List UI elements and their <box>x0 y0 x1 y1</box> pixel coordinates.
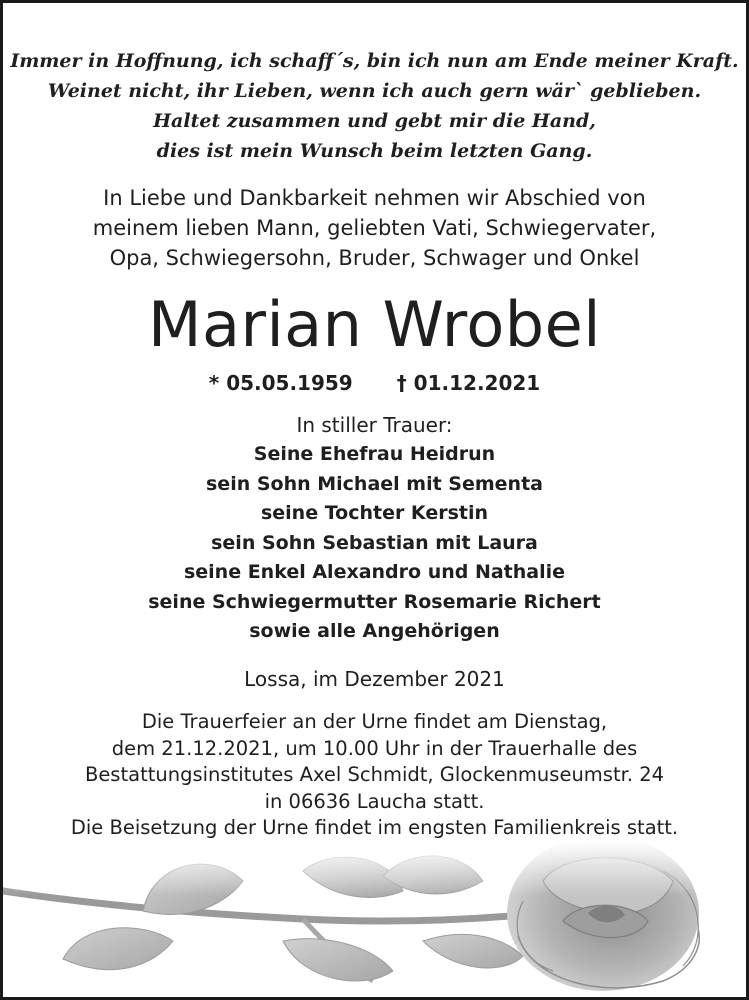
poem-line: dies ist mein Wunsch beim letzten Gang. <box>156 140 593 162</box>
funeral-line: Die Trauerfeier an der Urne findet am Dienstag, <box>141 710 608 733</box>
mourner-line: sein Sohn Sebastian mit Laura <box>211 531 538 554</box>
death-date: † 01.12.2021 <box>396 371 541 395</box>
intro-line: Opa, Schwiegersohn, Bruder, Schwager und Onkel <box>109 246 640 270</box>
funeral-line: in 06636 Laucha statt. <box>264 790 485 813</box>
place-date: Lossa, im Dezember 2021 <box>244 667 505 691</box>
mourner-line: seine Schwiegermutter Rosemarie Richert <box>148 590 601 613</box>
birth-date: * 05.05.1959 <box>208 371 353 395</box>
mourner-line: sowie alle Angehörigen <box>249 620 500 642</box>
mourners-heading: In stiller Trauer: <box>296 413 453 437</box>
poem-line: Weinet nicht, ihr Lieben, wenn ich auch gern wär` geblieben. <box>47 80 702 102</box>
mourner-line: Seine Ehefrau Heidrun <box>253 443 496 465</box>
poem-line: Haltet zusammen und gebt mir die Hand, <box>153 110 596 132</box>
funeral-line: Bestattungsinstitutes Axel Schmidt, Glockenmuseumstr. 24 <box>84 763 665 786</box>
rose-flower-icon <box>3 841 746 997</box>
intro-line: In Liebe und Dankbarkeit nehmen wir Abschied von <box>103 186 646 210</box>
mourner-line: seine Tochter Kerstin <box>260 502 489 524</box>
poem-line: Immer in Hoffnung, ich schaff´s, bin ich nun am Ende meiner Kraft. <box>10 50 739 72</box>
funeral-line: dem 21.12.2021, um 10.00 Uhr in der Trauerhalle des <box>111 737 638 760</box>
mourner-line: seine Enkel Alexandro und Nathalie <box>183 561 566 583</box>
funeral-line: Die Beisetzung der Urne findet im engsten Familienkreis statt. <box>70 816 679 839</box>
intro-line: meinem lieben Mann, geliebten Vati, Schwiegervater, <box>92 216 657 240</box>
mourner-line: sein Sohn Michael mit Sementa <box>206 472 543 495</box>
deceased-name: Marian Wrobel <box>147 288 601 361</box>
life-dates <box>3 369 746 397</box>
